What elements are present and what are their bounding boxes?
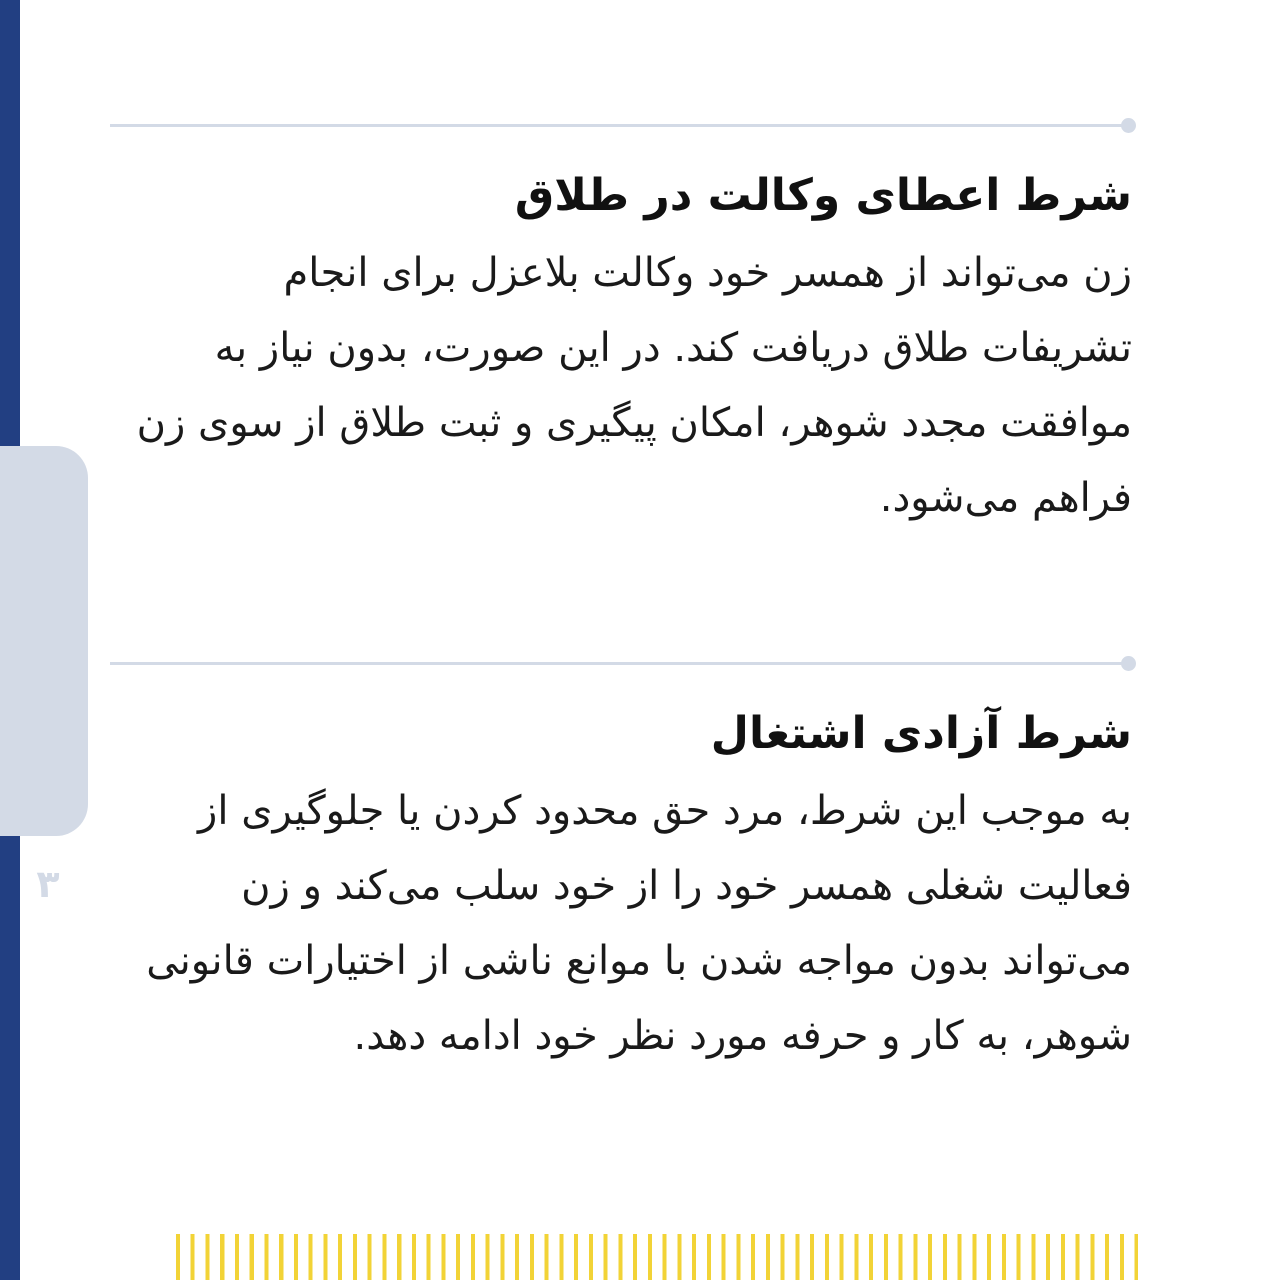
decorative-yellow-stripes <box>176 1234 1138 1280</box>
section-divider <box>110 662 1128 665</box>
section-divider <box>110 124 1128 127</box>
brand-tab <box>0 446 88 1270</box>
section-body: به موجب این شرط، مرد حق محدود کردن یا جلوگیری از فعالیت شغلی همسر خود را از خود سلب می‌کند و زن می‌تواند بدون مواجه شدن با موانع ناشی از اختیارات قانونی شوهر، به کار و حرفه مورد نظر خود ادامه دهد. <box>146 788 1132 1059</box>
page-number: ۳ <box>36 862 60 906</box>
section-divorce-power <box>132 168 1132 536</box>
section-body: زن می‌تواند از همسر خود وکالت بلاعزل برای انجام تشریفات طلاق دریافت کند. در این صورت، بدون نیاز به موافقت مجدد شوهر، امکان پیگیری و ثبت طلاق از سوی زن فراهم می‌شود. <box>136 250 1132 521</box>
section-title: شرط اعطای وکالت در طلاق <box>514 170 1132 221</box>
section-employment-freedom <box>132 706 1132 1074</box>
divider-dot <box>1121 656 1136 671</box>
site-watermark: dadban.info <box>23 904 65 1270</box>
section-title: شرط آزادی اشتغال <box>710 708 1132 759</box>
divider-dot <box>1121 118 1136 133</box>
